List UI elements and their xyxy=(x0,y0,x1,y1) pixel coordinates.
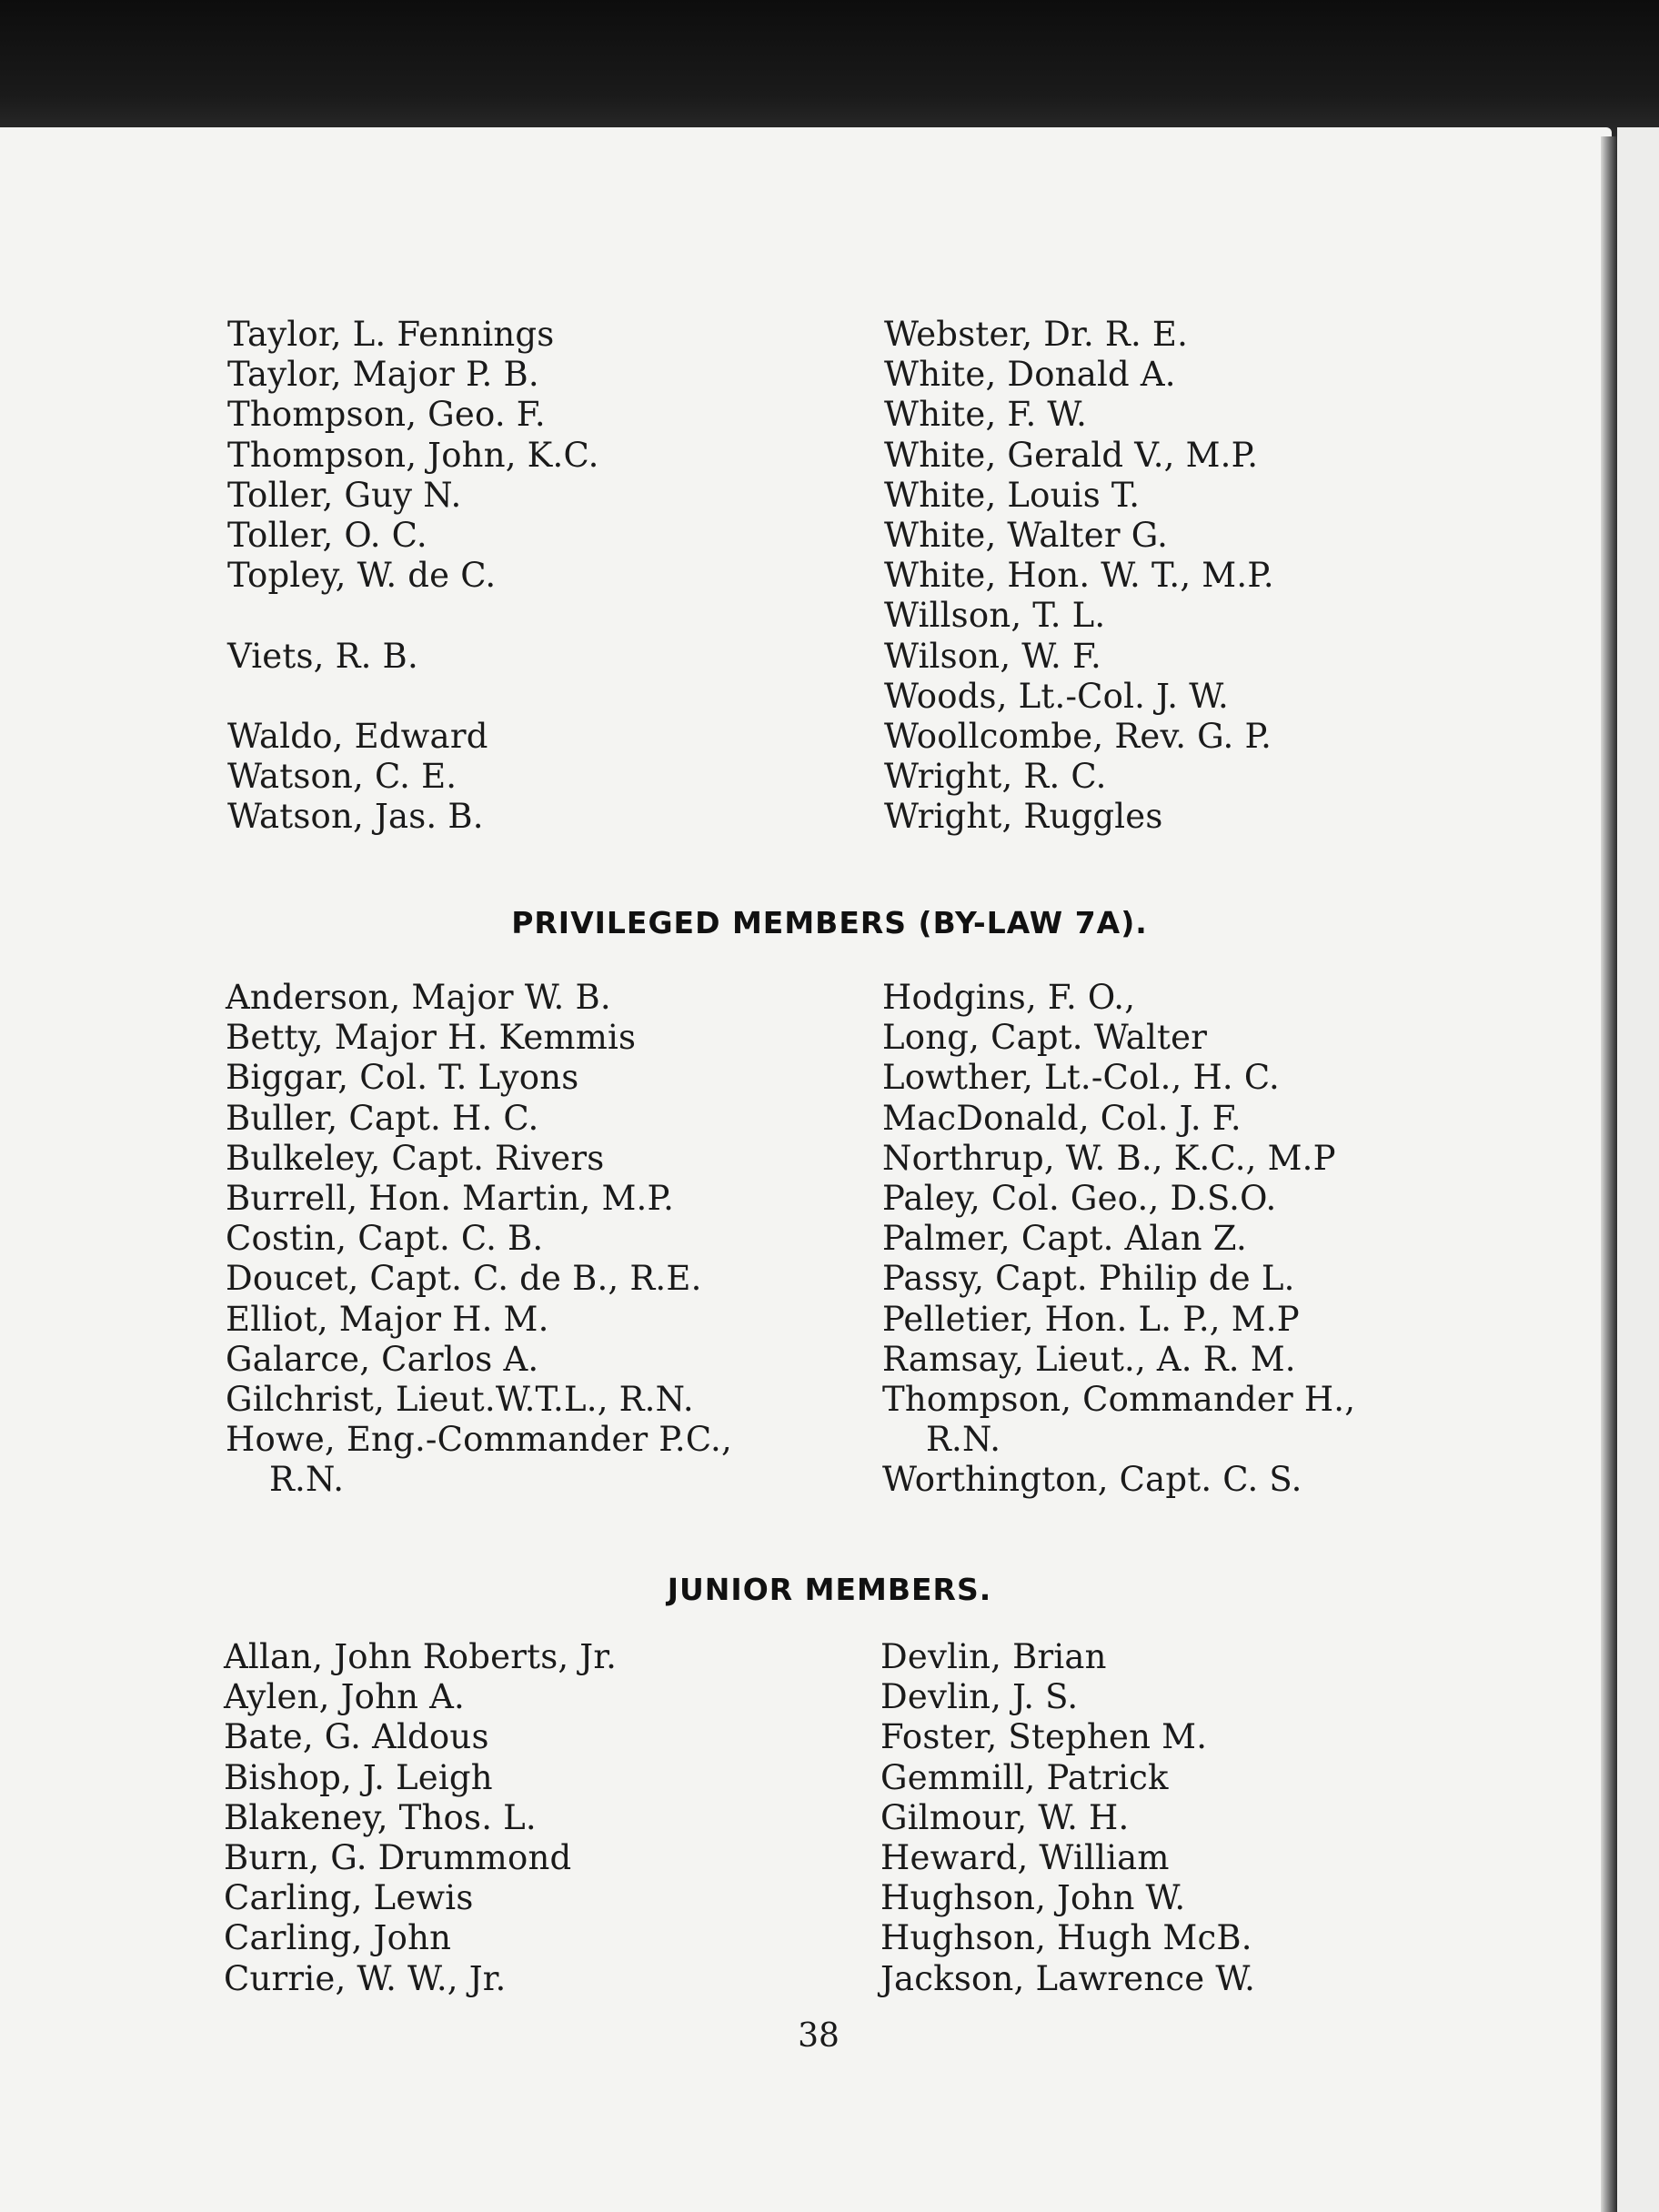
member-entry: Toller, O. C. xyxy=(227,515,427,555)
member-entry: Gilchrist, Lieut.W.T.L., R.N. xyxy=(226,1379,694,1419)
member-entry: Toller, Guy N. xyxy=(227,475,462,515)
member-entry: Thompson, Geo. F. xyxy=(227,395,546,435)
page-number: 38 xyxy=(798,2017,840,2055)
member-entry: Burn, G. Drummond xyxy=(224,1837,572,1877)
member-entry: Wright, Ruggles xyxy=(884,797,1163,837)
member-entry: Palmer, Capt. Alan Z. xyxy=(882,1219,1247,1259)
member-entry: Carling, Lewis xyxy=(224,1878,474,1918)
member-entry: Gilmour, W. H. xyxy=(880,1797,1130,1837)
member-entry: Costin, Capt. C. B. xyxy=(226,1219,544,1259)
page-binding-edge xyxy=(1601,136,1617,2212)
member-entry: Hodgins, F. O., xyxy=(882,978,1136,1017)
member-entry: Waldo, Edward xyxy=(227,716,488,756)
member-entry: Biggar, Col. T. Lyons xyxy=(226,1058,579,1098)
member-entry: White, Hon. W. T., M.P. xyxy=(884,556,1274,596)
member-entry: Lowther, Lt.-Col., H. C. xyxy=(882,1058,1281,1098)
member-entry: Hughson, Hugh McB. xyxy=(880,1918,1252,1958)
member-entry: Carling, John xyxy=(224,1918,452,1958)
member-entry: Passy, Capt. Philip de L. xyxy=(882,1259,1295,1299)
member-entry: White, Gerald V., M.P. xyxy=(884,435,1259,475)
member-entry: Devlin, J. S. xyxy=(880,1677,1079,1717)
member-entry: Watson, Jas. B. xyxy=(227,797,484,837)
member-entry: Bate, G. Aldous xyxy=(224,1717,489,1757)
junior-members-heading: JUNIOR MEMBERS. xyxy=(667,1572,992,1607)
scan-right-margin xyxy=(1617,127,1659,2212)
member-entry: Burrell, Hon. Martin, M.P. xyxy=(226,1178,675,1218)
section1-right-column xyxy=(884,315,1448,837)
section3-left-column xyxy=(224,1637,788,1999)
blank-line xyxy=(227,677,791,717)
member-entry: Foster, Stephen M. xyxy=(880,1717,1208,1757)
member-entry: Webster, Dr. R. E. xyxy=(884,315,1189,354)
section2-right-column xyxy=(882,978,1446,1500)
member-entry: Buller, Capt. H. C. xyxy=(226,1098,539,1138)
member-entry: Northrup, W. B., K.C., M.P xyxy=(882,1138,1336,1178)
member-entry: Currie, W. W., Jr. xyxy=(224,1958,507,1998)
member-entry: Anderson, Major W. B. xyxy=(226,978,611,1017)
member-entry: Galarce, Carlos A. xyxy=(226,1339,539,1379)
member-entry: Topley, W. de C. xyxy=(227,556,497,596)
privileged-members-heading: PRIVILEGED MEMBERS (BY-LAW 7A). xyxy=(511,905,1148,940)
member-entry: Blakeney, Thos. L. xyxy=(224,1797,537,1837)
member-entry: Viets, R. B. xyxy=(227,636,418,676)
member-entry: Woods, Lt.-Col. J. W. xyxy=(884,676,1229,716)
member-entry: Howe, Eng.-Commander P.C., xyxy=(226,1420,732,1460)
member-entry: Watson, C. E. xyxy=(227,757,457,797)
member-entry: R.N. xyxy=(926,1420,1001,1460)
section2-left-column xyxy=(226,978,789,1500)
member-entry: MacDonald, Col. J. F. xyxy=(882,1098,1242,1138)
scan-top-border xyxy=(0,0,1659,136)
member-entry: Willson, T. L. xyxy=(884,596,1106,636)
member-entry: Worthington, Capt. C. S. xyxy=(882,1460,1302,1500)
member-entry: Paley, Col. Geo., D.S.O. xyxy=(882,1178,1277,1218)
member-entry: Thompson, John, K.C. xyxy=(227,435,599,475)
member-entry: Jackson, Lawrence W. xyxy=(880,1958,1256,1998)
member-entry: Woollcombe, Rev. G. P. xyxy=(884,716,1272,756)
member-entry: Bishop, J. Leigh xyxy=(224,1757,493,1797)
member-entry: Gemmill, Patrick xyxy=(880,1757,1169,1797)
member-entry: Heward, William xyxy=(880,1837,1170,1877)
blank-line xyxy=(227,596,791,636)
member-entry: White, Louis T. xyxy=(884,475,1141,515)
member-entry: Bulkeley, Capt. Rivers xyxy=(226,1138,605,1178)
member-entry: Thompson, Commander H., xyxy=(882,1379,1356,1419)
member-entry: Taylor, L. Fennings xyxy=(227,315,555,354)
member-entry: Doucet, Capt. C. de B., R.E. xyxy=(226,1259,702,1299)
member-entry: Taylor, Major P. B. xyxy=(227,355,539,395)
member-entry: White, F. W. xyxy=(884,395,1088,435)
member-entry: Hughson, John W. xyxy=(880,1878,1186,1918)
section3-right-column xyxy=(880,1637,1444,1999)
member-entry: Allan, John Roberts, Jr. xyxy=(224,1637,618,1676)
member-entry: White, Donald A. xyxy=(884,355,1176,395)
member-entry: Betty, Major H. Kemmis xyxy=(226,1018,637,1058)
member-entry: White, Walter G. xyxy=(884,515,1169,555)
member-entry: Pelletier, Hon. L. P., M.P xyxy=(882,1299,1300,1339)
member-entry: Aylen, John A. xyxy=(224,1677,466,1717)
member-entry: Elliot, Major H. M. xyxy=(226,1299,549,1339)
member-entry: R.N. xyxy=(269,1460,345,1500)
member-entry: Devlin, Brian xyxy=(880,1637,1107,1676)
section1-left-column xyxy=(227,315,791,837)
member-entry: Ramsay, Lieut., A. R. M. xyxy=(882,1339,1296,1379)
member-entry: Wright, R. C. xyxy=(884,757,1107,797)
member-entry: Wilson, W. F. xyxy=(884,636,1102,676)
member-entry: Long, Capt. Walter xyxy=(882,1018,1208,1058)
